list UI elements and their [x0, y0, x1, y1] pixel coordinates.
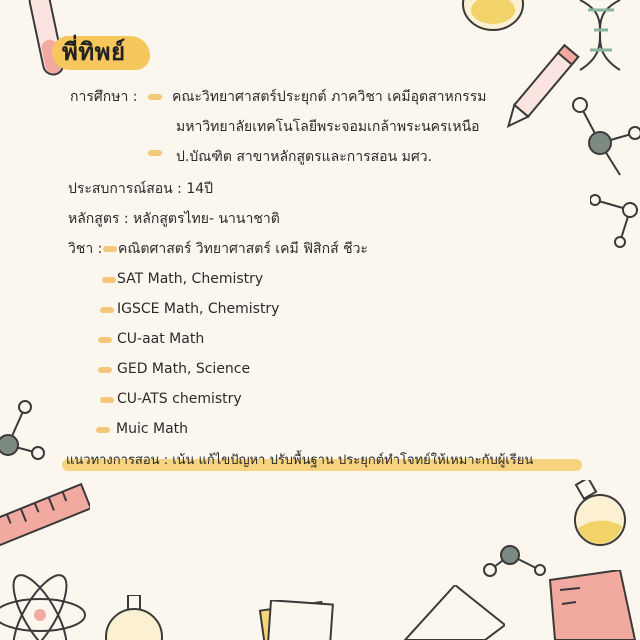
molecule-right-icon: [560, 95, 640, 185]
approach-text: แนวทางการสอน : เน้น แก้ไขปัญหา ปรับพื้นฐาน ประยุกต์ทำโจทย์ให้เหมาะกับผู้เรียน: [66, 453, 534, 468]
education-dash-2: [148, 150, 162, 156]
round-flask-icon: [100, 595, 170, 640]
subject-item: SAT Math, Chemistry: [117, 271, 264, 287]
subject-item: GED Math, Science: [117, 361, 251, 377]
education-dash-1: [148, 94, 162, 100]
curriculum-text: หลักสูตร : หลักสูตรไทย- นานาชาติ: [68, 211, 280, 227]
subject-bullet: [102, 277, 116, 283]
subject-bullet: [100, 397, 114, 403]
subjects-dash: [103, 246, 117, 252]
education-line-3: ป.บัณฑิต สาขาหลักสูตรและการสอน มศว.: [176, 149, 433, 165]
conical-flask-icon: [560, 480, 635, 550]
education-line-2: มหาวิทยาลัยเทคโนโลยีพระจอมเกล้าพระนครเหนือ: [176, 119, 480, 135]
paper-icon: [395, 585, 505, 640]
experience-text: ประสบการณ์สอน : 14ปี: [68, 181, 214, 197]
molecule-left-icon: [0, 395, 60, 475]
molecule-right2-icon: [590, 180, 640, 250]
subject-item: IGSCE Math, Chemistry: [117, 301, 280, 317]
subject-bullet: [96, 427, 110, 433]
subject-bullet: [98, 367, 112, 373]
subject-item: CU-ATS chemistry: [117, 391, 242, 407]
page-title: พี่ทิพย์: [62, 38, 126, 66]
molecule-bottom-icon: [480, 535, 560, 585]
ruler-icon: [0, 480, 90, 550]
notebook-icon: [255, 600, 335, 640]
education-line-1: คณะวิทยาศาสตร์ประยุกต์ ภาควิชา เคมีอุตสาหกรรม: [172, 89, 487, 105]
subject-bullet: [100, 307, 114, 313]
education-label: การศึกษา :: [70, 89, 138, 105]
subject-item: Muic Math: [116, 421, 189, 437]
flask-top-icon: [455, 0, 535, 40]
atom-icon: [0, 555, 100, 640]
subjects-main: คณิตศาสตร์ วิทยาศาสตร์ เคมี ฟิสิกส์ ชีวะ: [118, 241, 368, 257]
subject-item: CU-aat Math: [117, 331, 205, 347]
subject-bullet: [98, 337, 112, 343]
title-block: [58, 32, 126, 71]
subjects-label: วิชา :: [68, 241, 103, 257]
